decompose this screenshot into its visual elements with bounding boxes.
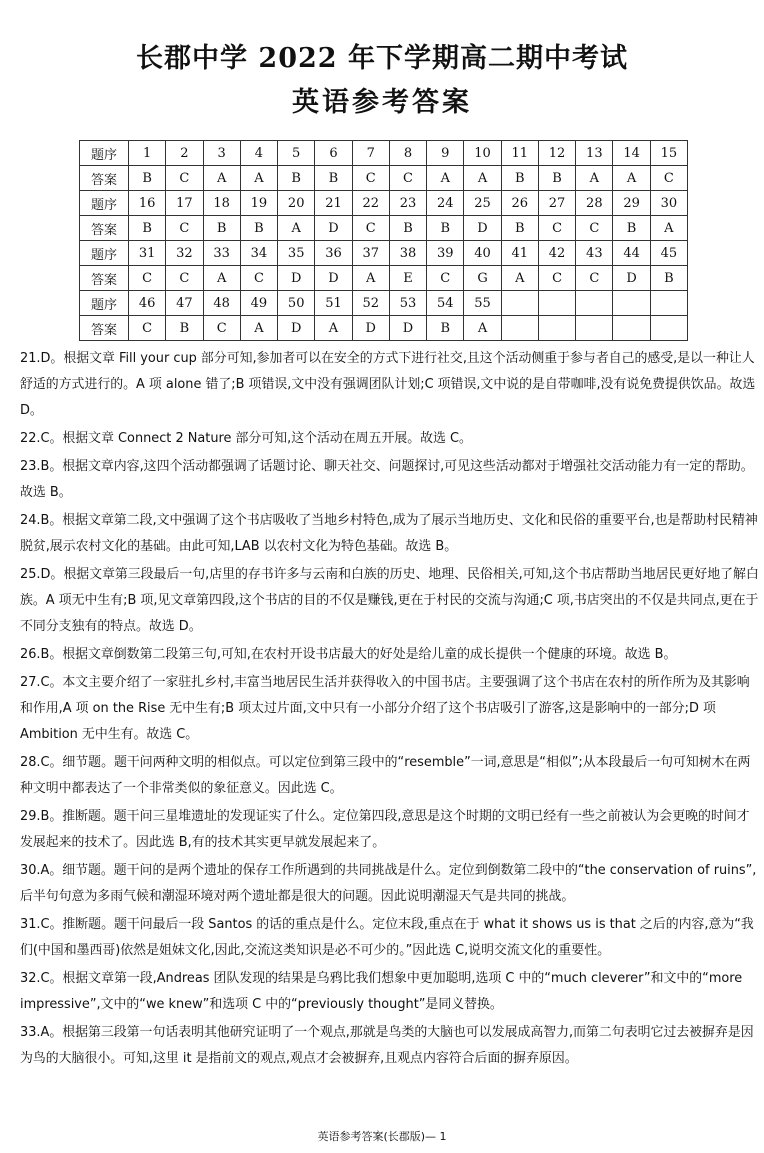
table-cell: 31 [129,241,166,266]
table-cell: D [278,266,315,291]
table-cell: 36 [315,241,352,266]
table-cell: 19 [240,191,277,216]
table-cell: A [464,316,501,341]
table-cell: 43 [576,241,613,266]
table-cell: 24 [427,191,464,216]
table-cell: A [352,266,389,291]
table-cell: 35 [278,241,315,266]
answer-item: 33.A。根据第三段第一句话表明其他研究证明了一个观点,那就是鸟类的大脑也可以发展成高智力,而第二句表明它过去被摒弃是因为鸟的大脑很小。可知,这里 it 是指前文的观点,观点才会被摒弃,且观点内容符合后面的摒弃原因。 [20,1025,754,1066]
table-cell: 27 [538,191,575,216]
answer-item: 27.C。本文主要介绍了一家驻扎乡村,丰富当地居民生活并获得收入的中国书店。主要强调了这个书店在农村的所作所为及其影响和作用,A 项 on the Rise 无中生有;B 项太过片面,文中只有一小部分介绍了这个书店吸引了游客,这是影响中的一部分;D 项 Ambition 无中生有。故选 C。 [20,675,750,742]
table-cell: 4 [240,141,277,166]
table-cell: D [278,316,315,341]
table-cell: 34 [240,241,277,266]
row-header-cell: 答案 [80,316,129,341]
table-cell [576,291,613,316]
table-cell: B [650,266,687,291]
table-cell: 28 [576,191,613,216]
table-cell: 12 [538,141,575,166]
answer-item: 24.B。根据文章第二段,文中强调了这个书店吸收了当地乡村特色,成为了展示当地历史、文化和民俗的重要平台,也是帮助村民精神脱贫,展示农村文化的基础。由此可知,LAB 以农村文化为特色基础。故选 B。 [20,513,758,554]
answer-item: 28.C。细节题。题干问两种文明的相似点。可以定位到第三段中的“resemble”一词,意思是“相似”;从本段最后一句可知树木在两种文明中都表达了一个非常类似的象征意义。因此选 C。 [20,755,751,796]
answer-explanations [20,346,760,1074]
table-cell: B [389,216,426,241]
table-cell [576,316,613,341]
table-cell: B [129,216,166,241]
table-cell: 17 [166,191,203,216]
table-cell: D [352,316,389,341]
table-row [80,191,688,216]
table-cell: B [240,216,277,241]
table-row [80,266,688,291]
row-header-cell: 题序 [80,141,129,166]
table-cell: 54 [427,291,464,316]
table-cell: 8 [389,141,426,166]
answer-item: 21.D。根据文章 Fill your cup 部分可知,参加者可以在安全的方式下进行社交,且这个活动侧重于参与者自己的感受,是以一种让人舒适的方式进行的。A 项 alone 错了;B 项错误,文中没有强调团队计划;C 项错误,文中说的是自带咖啡,没有说免费提供饮品。故选 D。 [20,351,760,418]
table-cell [613,291,650,316]
table-cell: C [538,216,575,241]
table-row [80,141,688,166]
table-cell: A [427,166,464,191]
table-cell: 42 [538,241,575,266]
table-row [80,316,688,341]
row-header-cell: 答案 [80,166,129,191]
table-cell: 6 [315,141,352,166]
table-cell: A [240,316,277,341]
table-cell: 44 [613,241,650,266]
table-cell: 21 [315,191,352,216]
table-cell: 15 [650,141,687,166]
table-cell: 10 [464,141,501,166]
page-footer: 英语参考答案(长郡版)— 1 [317,1130,447,1143]
table-cell: 13 [576,141,613,166]
table-cell: D [315,266,352,291]
table-cell: D [389,316,426,341]
table-cell: 5 [278,141,315,166]
table-cell: 2 [166,141,203,166]
answer-item: 23.B。根据文章内容,这四个活动都强调了话题讨论、聊天社交、问题探讨,可见这些活动都对于增强社交活动能力有一定的帮助。故选 B。 [20,459,754,500]
page-subtitle: 英语参考答案 [292,87,472,118]
table-cell: 16 [129,191,166,216]
table-cell: C [240,266,277,291]
table-cell: 49 [240,291,277,316]
table-cell [650,291,687,316]
page-title: 长郡中学 2022 年下学期高二期中考试 [136,43,628,74]
table-cell: A [464,166,501,191]
table-cell: B [315,166,352,191]
table-cell: C [352,166,389,191]
row-header-cell: 题序 [80,191,129,216]
table-cell: 14 [613,141,650,166]
table-cell: 9 [427,141,464,166]
table-cell: A [203,266,240,291]
table-cell: 37 [352,241,389,266]
table-cell: 29 [613,191,650,216]
table-cell [538,316,575,341]
answer-item: 30.A。细节题。题干问的是两个遗址的保存工作所遇到的共同挑战是什么。定位到倒数第二段中的“the conservation of ruins”,后半句句意为多雨气候和潮湿环境对两个遗址都是很大的问题。因此说明潮湿天气是共同的挑战。 [20,863,757,904]
table-cell: A [315,316,352,341]
answer-item: 31.C。推断题。题干问最后一段 Santos 的话的重点是什么。定位末段,重点在于 what it shows us is that 之后的内容,意为“我们(中国和墨西哥)依然是姐妹文化,因此,交流这类知识是必不可少的。”因此选 C,说明交流文化的重要性。 [20,917,754,958]
table-cell [650,316,687,341]
table-cell: 23 [389,191,426,216]
table-cell: C [166,266,203,291]
table-cell: D [315,216,352,241]
table-cell: 52 [352,291,389,316]
row-header-cell: 题序 [80,291,129,316]
table-cell: B [613,216,650,241]
table-cell: 1 [129,141,166,166]
table-row [80,241,688,266]
table-cell: G [464,266,501,291]
table-cell [613,316,650,341]
table-cell: 51 [315,291,352,316]
table-cell: 25 [464,191,501,216]
table-cell [501,316,538,341]
answer-item: 29.B。推断题。题干问三星堆遗址的发现证实了什么。定位第四段,意思是这个时期的文明已经有一些之前被认为会更晚的时间才发展起来的技术了。因此选 B,有的技术其实更早就发展起来了。 [20,809,750,850]
table-cell: 39 [427,241,464,266]
table-cell: 41 [501,241,538,266]
table-cell: B [203,216,240,241]
table-cell: 20 [278,191,315,216]
row-header-cell: 答案 [80,266,129,291]
table-cell [538,291,575,316]
table-cell: 3 [203,141,240,166]
table-cell: B [278,166,315,191]
table-cell: 50 [278,291,315,316]
table-cell: 45 [650,241,687,266]
table-cell: 22 [352,191,389,216]
table-cell: 32 [166,241,203,266]
table-cell: C [352,216,389,241]
table-cell: C [129,316,166,341]
table-cell: 55 [464,291,501,316]
table-cell: D [464,216,501,241]
table-cell [501,291,538,316]
table-cell: C [576,266,613,291]
table-cell: C [538,266,575,291]
table-cell: A [576,166,613,191]
table-cell: A [240,166,277,191]
table-cell: C [166,166,203,191]
row-header-cell: 题序 [80,241,129,266]
table-cell: C [576,216,613,241]
table-cell: A [203,166,240,191]
table-cell: 11 [501,141,538,166]
table-cell: A [613,166,650,191]
table-cell: A [501,266,538,291]
table-cell: A [278,216,315,241]
answer-table [79,140,688,341]
table-cell: B [501,216,538,241]
table-cell: B [501,166,538,191]
answer-item: 22.C。根据文章 Connect 2 Nature 部分可知,这个活动在周五开展。故选 C。 [20,431,472,446]
table-cell: B [427,216,464,241]
table-cell: D [613,266,650,291]
table-cell: E [389,266,426,291]
table-cell: 40 [464,241,501,266]
table-cell: B [129,166,166,191]
table-cell: B [538,166,575,191]
table-cell: 30 [650,191,687,216]
table-cell: C [129,266,166,291]
table-cell: 48 [203,291,240,316]
table-cell: 33 [203,241,240,266]
table-cell: 53 [389,291,426,316]
table-cell: C [203,316,240,341]
table-cell: 46 [129,291,166,316]
table-cell: C [650,166,687,191]
table-cell: C [427,266,464,291]
table-cell: C [166,216,203,241]
answer-item: 25.D。根据文章第三段最后一句,店里的存书许多与云南和白族的历史、地理、民俗相关,可知,这个书店帮助当地居民更好地了解白族。A 项无中生有;B 项,见文章第四段,这个书店的目的不仅是赚钱,更在于村民的交流与沟通;C 项,书店突出的不仅是共同点,更在于不同分支独有的特点。故选 D。 [20,567,759,634]
answer-item: 26.B。根据文章倒数第二段第三句,可知,在农村开设书店最大的好处是给儿童的成长提供一个健康的环境。故选 B。 [20,647,677,662]
table-cell: C [389,166,426,191]
table-row [80,216,688,241]
table-cell: 47 [166,291,203,316]
table-cell: 38 [389,241,426,266]
table-row [80,166,688,191]
table-cell: 18 [203,191,240,216]
table-cell: 7 [352,141,389,166]
row-header-cell: 答案 [80,216,129,241]
table-row [80,291,688,316]
table-cell: B [427,316,464,341]
table-cell: A [650,216,687,241]
table-cell: 26 [501,191,538,216]
answer-item: 32.C。根据文章第一段,Andreas 团队发现的结果是乌鸦比我们想象中更加聪明,选项 C 中的“much cleverer”和文中的“more impressive”,文中的“we knew”和选项 C 中的“previously thought”是同义替换。 [20,971,747,1012]
table-cell: B [166,316,203,341]
